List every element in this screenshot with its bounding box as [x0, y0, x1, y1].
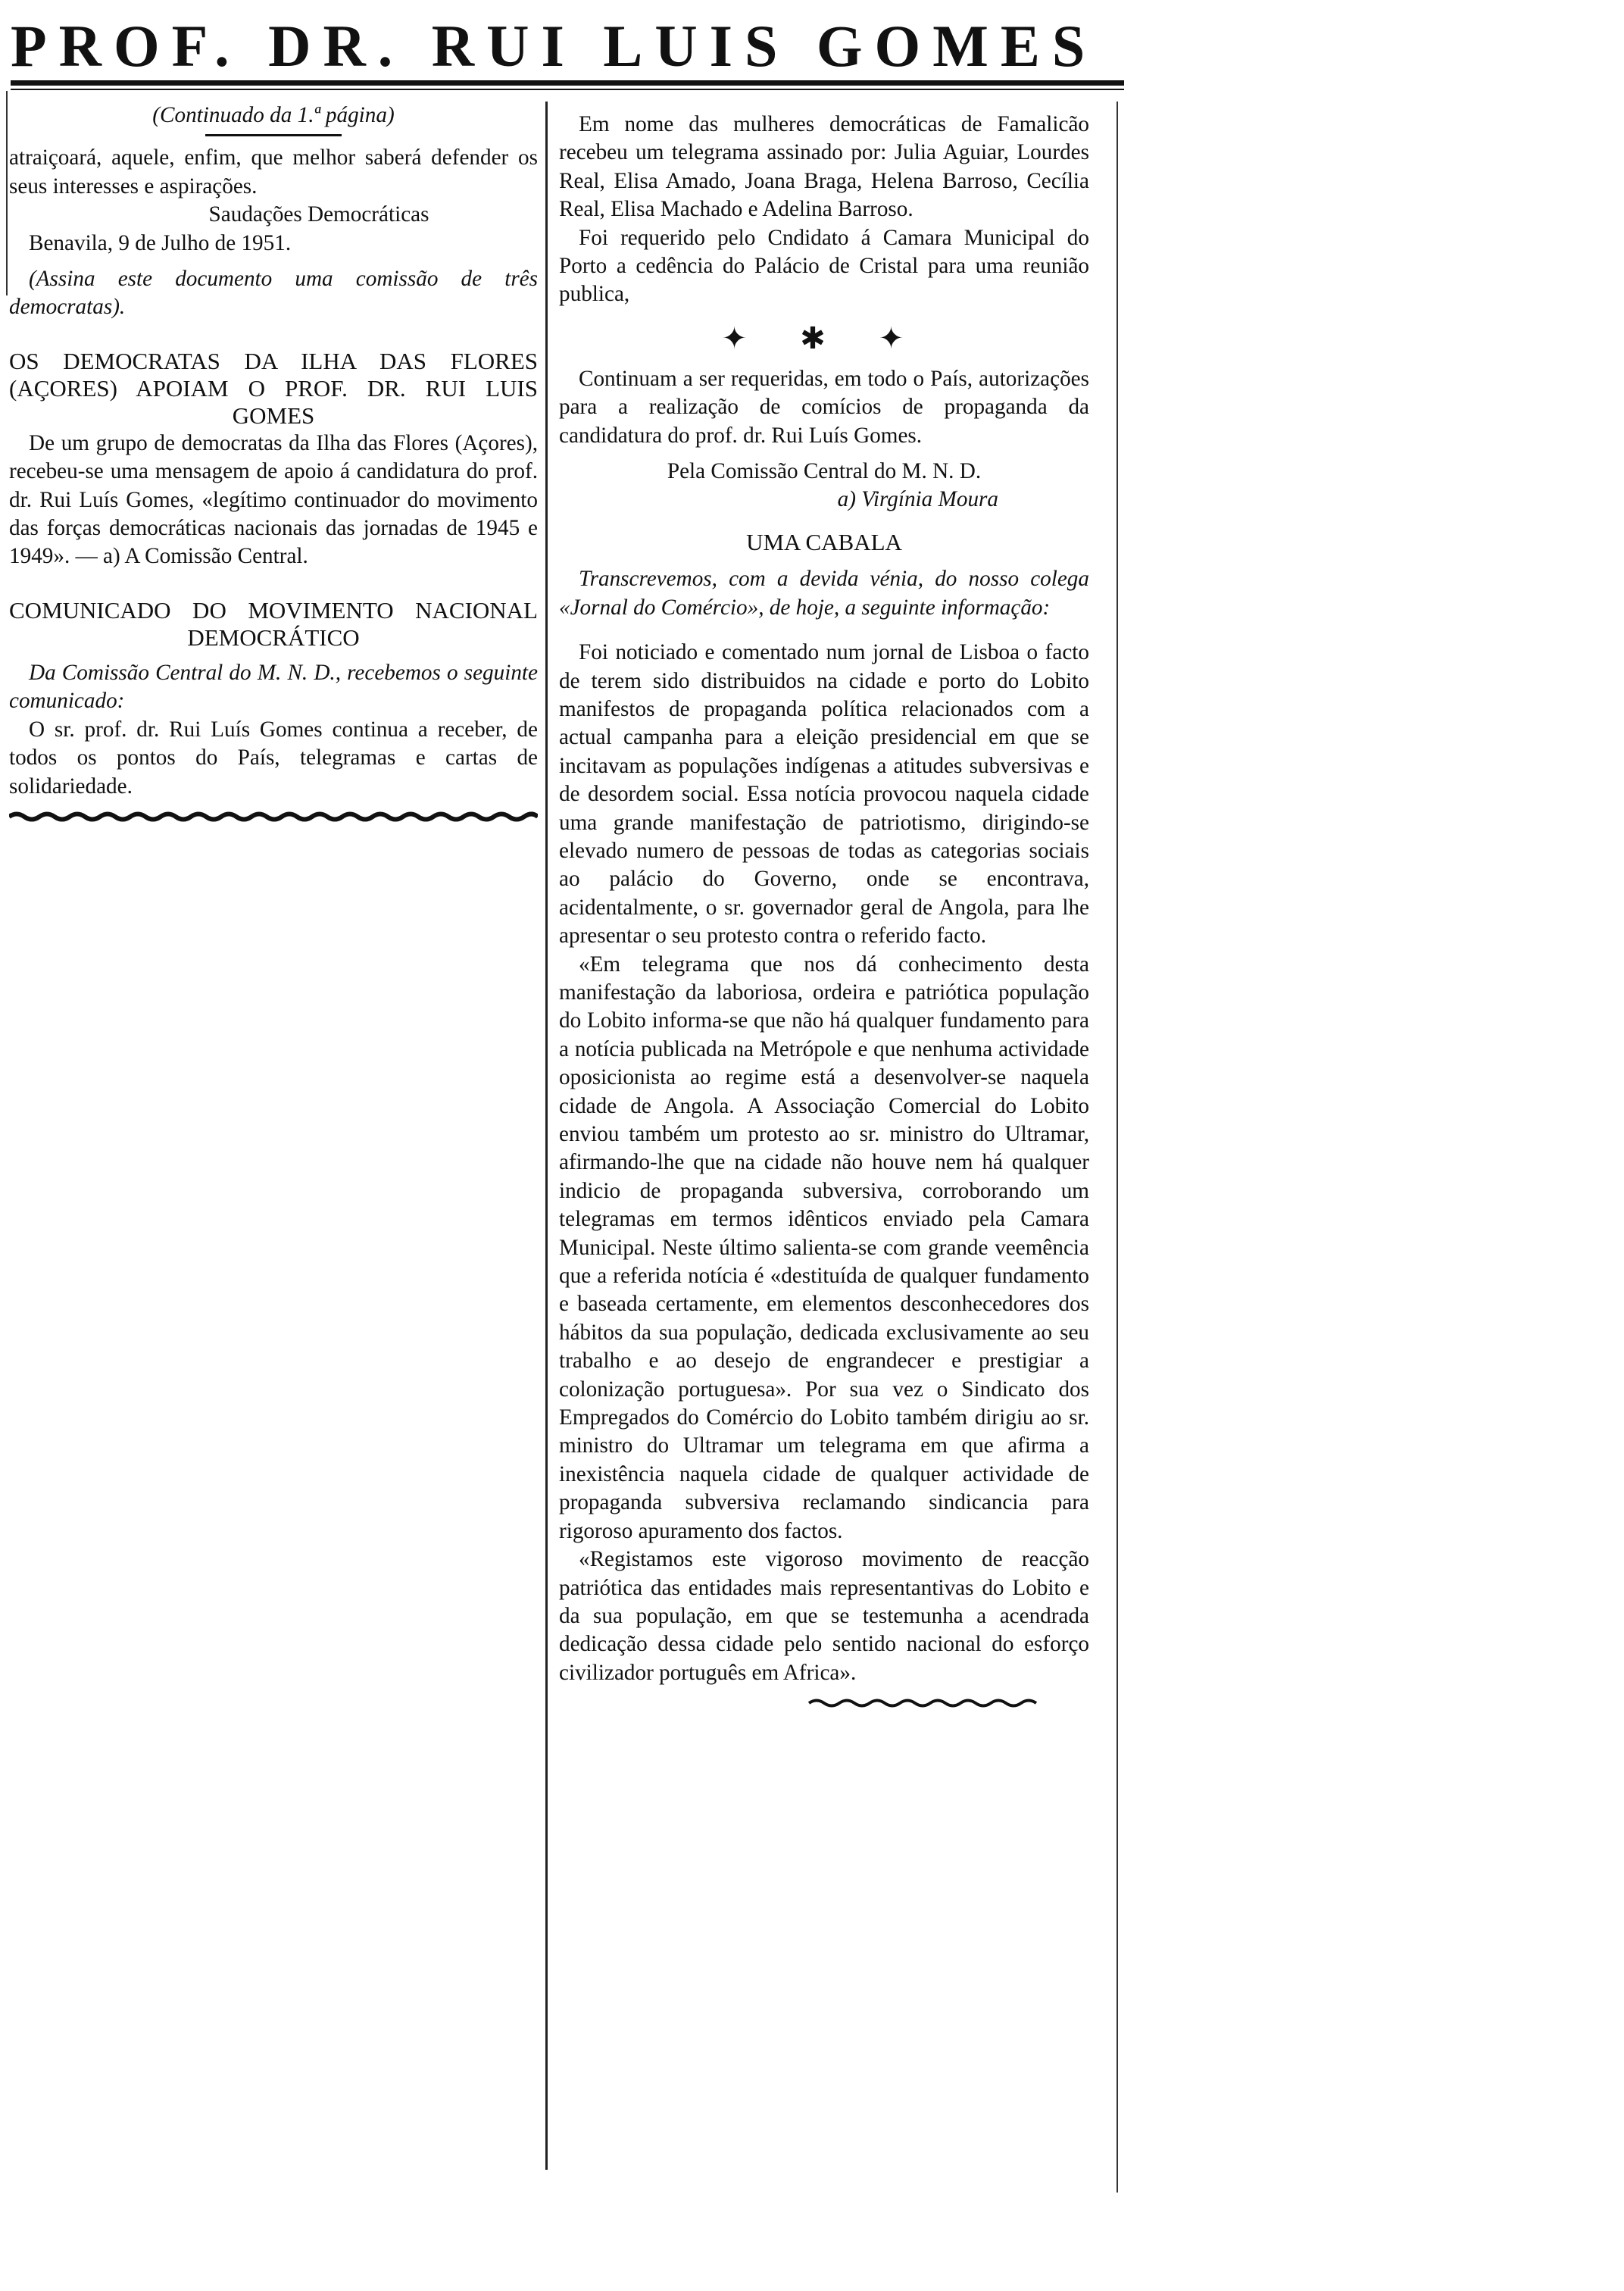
left-paragraph-2: De um grupo de democratas da Ilha das Flores (Açores), recebeu-se uma mensagem de apoio á candidatura do prof. dr. Rui Luís Gomes, «legítimo continuador do movimento das forças democráticas nacionais das jornadas de 1945 e 1949». — a) A Comissão Central. — [9, 430, 538, 569]
continued-rule — [205, 134, 342, 136]
left-paragraph-1: atraiçoará, aquele, enfim, que melhor saberá defender os seus interesses e aspirações. — [9, 145, 538, 198]
left-paragraph-3: O sr. prof. dr. Rui Luís Gomes continua a receber, de todos os pontos do País, telegramas e cartas de solidariedade. — [9, 717, 538, 799]
left-margin-rule — [6, 91, 8, 295]
closing-line: Saudações Democráticas — [208, 202, 429, 227]
masthead-title: PROF. DR. RUI LUIS GOMES — [11, 13, 1098, 79]
signature-note: (Assina este documento uma comissão de três democratas). — [9, 267, 538, 320]
signoff-line: Pela Comissão Central do M. N. D. — [667, 459, 982, 484]
signature-line: a) Virgínia Moura — [837, 487, 998, 512]
right-column — [559, 111, 1089, 1717]
ornament-divider: ✦ ✱ ✦ — [721, 320, 927, 355]
right-paragraph-2: Foi requerido pelo Cndidato á Camara Municipal do Porto a cedência do Palácio de Cristal para uma reunião publica, — [559, 225, 1089, 307]
dateline: Benavila, 9 de Julho de 1951. — [29, 230, 292, 255]
right-paragraph-3: Continuam a ser requeridas, em todo o País, autorizações para a realização de comícios de propaganda da candidatura do prof. dr. Rui Luís Gomes. — [559, 366, 1089, 448]
wavy-divider-right — [559, 1698, 1089, 1708]
masthead-rule-thin — [11, 89, 1124, 90]
left-column — [9, 102, 538, 830]
heading-flores: OS DEMOCRATAS DA ILHA DAS FLORES (AÇORES) APOIAM O PROF. DR. RUI LUIS GOMES — [9, 347, 538, 429]
wavy-divider-left — [9, 811, 538, 822]
column-divider — [545, 102, 548, 2170]
continued-note: (Continuado da 1.ª página) — [152, 103, 395, 127]
right-edge-rule — [1116, 102, 1118, 2193]
subtitle-cabala: UMA CABALA — [746, 528, 902, 555]
masthead-rule — [11, 80, 1124, 86]
cabala-intro: Transcrevemos, com a devida vénia, do nosso colega «Jornal do Comércio», de hoje, a seguinte informação: — [559, 567, 1089, 620]
right-paragraph-1: Em nome das mulheres democráticas de Famalicão recebeu um telegrama assinado por: Julia Aguiar, Lourdes Real, Elisa Amado, Joana Braga, Helena Barroso, Cecília Real, Elisa Machado e Adelina Barroso. — [559, 112, 1089, 222]
comunicado-intro: Da Comissão Central do M. N. D., recebemos o seguinte comunicado: — [9, 660, 538, 714]
right-paragraph-5: «Em telegrama que nos dá conhecimento desta manifestação da laboriosa, ordeira e patriótica população do Lobito informa-se que não há qualquer fundamento para a notícia publicada na Metrópole e que nenhuma actividade oposicionista ao regime está a desenvolver-se naquela cidade de Angola. A Associação Comercial do Lobito enviou também um protesto ao sr. ministro do Ultramar, afirmando-lhe que na cidade não houve nem há qualquer indicio de propaganda subversiva, corroborando um telegramas em termos idênticos enviado pela Camara Municipal. Neste último salienta-se com grande veemência que a referida notícia é «destituída de qualquer fundamento e baseada certamente, em elementos desconhecedores dos hábitos da sua população, dedicada exclusivamente ao seu trabalho e ao desejo de engrandecer e prestigiar a colonização portuguesa». Por sua vez o Sindicato dos Empregados do Comércio do Lobito também dirigiu ao sr. ministro do Ultramar um telegrama em que afirma a inexistência naquela cidade de qualquer actividade de propaganda subversiva reclamando sindicancia para rigoroso apuramento dos factos. — [559, 952, 1089, 1543]
right-paragraph-4: Foi noticiado e comentado num jornal de Lisboa o facto de terem sido distribuidos na cidade e porto do Lobito manifestos de propaganda política relacionados com a actual campanha para a eleição presidencial em que se incitavam as populações indígenas a atitudes subversivas e de desordem social. Essa notícia provocou naquela cidade uma grande manifestação de patriotismo, dirigindo-se elevado numero de pessoas de todas as categorias sociais ao palácio do Governo, onde se encontrava, acidentalmente, o sr. governador geral de Angola, para lhe apresentar o seu protesto contra o referido facto. — [559, 640, 1089, 949]
right-paragraph-6: «Registamos este vigoroso movimento de reacção patriótica das entidades mais representantivas do Lobito e da sua população, em que se testemunha a acendrada dedicação dessa cidade pelo sentido nacional do esforço civilizador português em Africa». — [559, 1547, 1089, 1685]
heading-comunicado: COMUNICADO DO MOVIMENTO NACIONAL DEMOCRÁTICO — [9, 596, 538, 651]
